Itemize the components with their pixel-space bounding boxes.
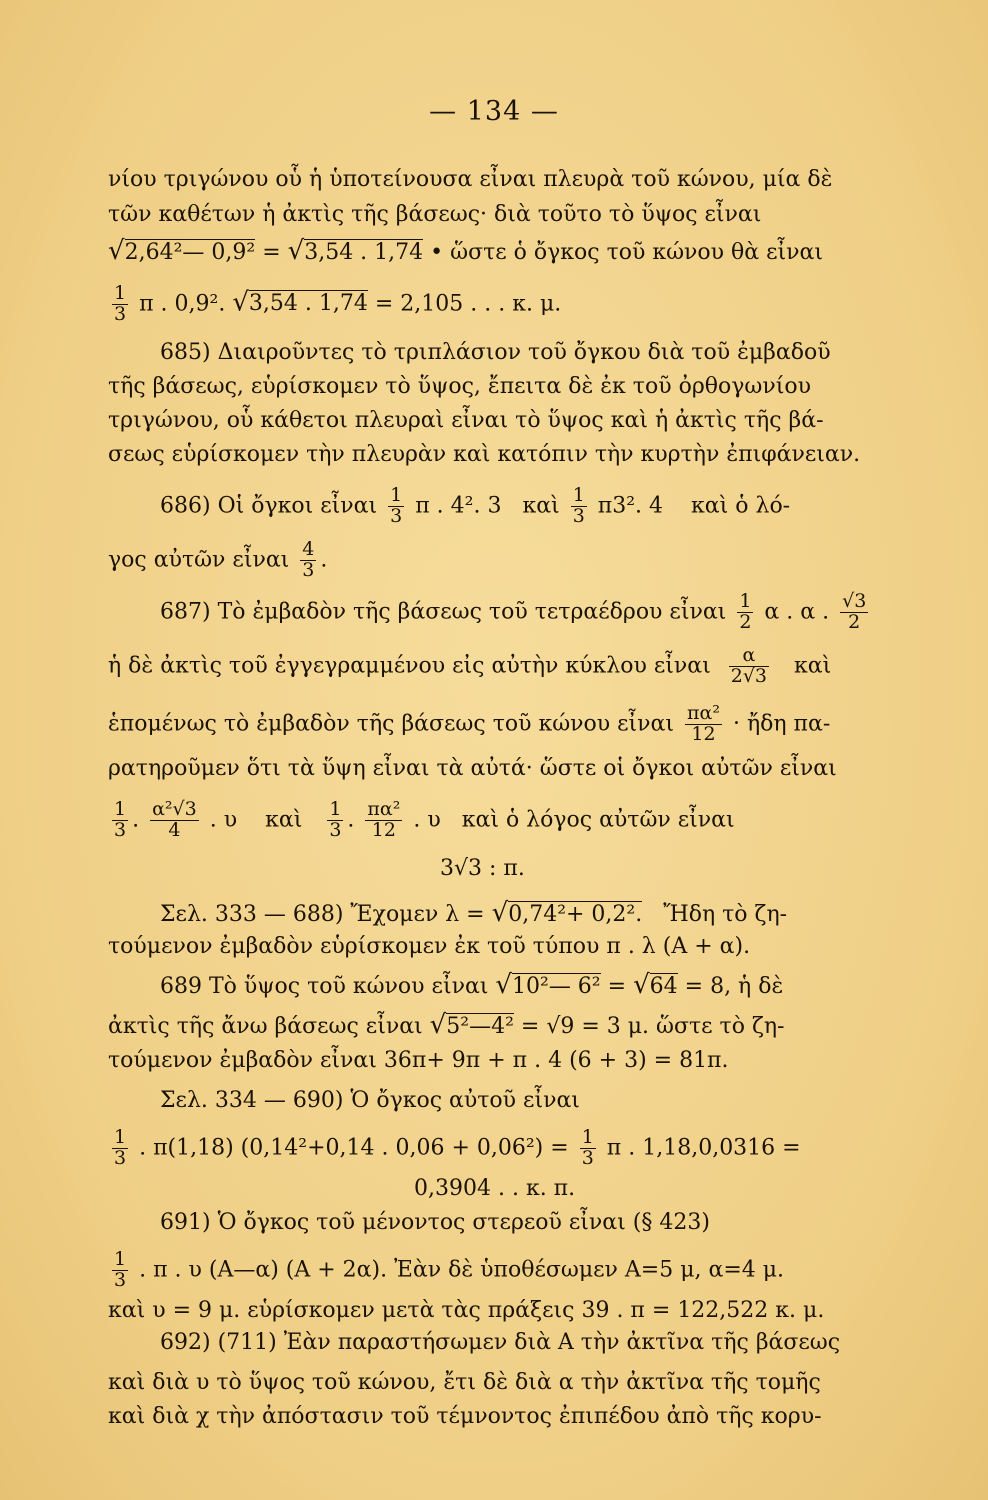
text-line: νίου τριγώνου οὗ ἡ ὑποτείνουσα εἶναι πλευρὰ τοῦ κώνου, μία δὲ [108,167,833,192]
fraction [112,284,128,325]
text-segment: . π . υ (Α—α) (Α + 2α). Ἐὰν δὲ ὑποθέσωμεν Α=5 μ, α=4 μ. [139,1257,785,1283]
formula-line [160,592,898,633]
denominator: 12 [691,722,716,745]
numerator: 4 [302,538,315,560]
text-segment: = 2,105 . . . κ. μ. [374,291,562,317]
denominator: 2 [848,610,861,633]
numerator: πα² [367,798,401,820]
numerator: 1 [114,1126,127,1148]
radicand: 5²—4² [446,1014,514,1039]
fraction [300,540,316,581]
fraction [112,1128,128,1169]
text-line: τῆς βάσεως, εὑρίσκομεν τὸ ὕψος, ἔπειτα δὲ ἐκ τοῦ ὀρθογωνίου [108,374,811,399]
text-segment: καὶ ὁ λό- [691,493,791,519]
text-segment: = √9 = 3 μ. ὥστε τὸ ζη- [520,1014,785,1039]
text-segment: . υ [413,807,441,833]
formula-line [160,898,898,930]
denominator: 3 [114,302,127,325]
numerator: 1 [581,1126,594,1148]
denominator: 4 [168,818,181,841]
text-line: Σελ. 334 — 690) Ὁ ὄγκος αὐτοῦ εἶναι [160,1088,580,1113]
formula-line [108,646,898,687]
text-line: 685) Διαιροῦντες τὸ τριπλάσιον τοῦ ὄγκου διὰ τοῦ ἐμβαδοῦ [160,340,831,365]
text-segment: π . 4². 3 [415,493,502,519]
text-segment: καὶ [794,653,832,679]
text-segment: ἑπομένως τὸ ἐμβαδὸν τῆς βάσεως τοῦ κώνου εἶναι [108,711,675,737]
sqrt-sign: √ [495,970,512,1000]
numerator: 1 [390,484,403,506]
text-line: τῶν καθέτων ἡ ἀκτὶς τῆς βάσεως· διὰ τοῦτο τὸ ὕψος εἶναι [108,202,762,227]
denominator: 2 [739,610,752,633]
formula-line [160,970,898,1002]
radicand: 0,74²+ 0,2². [508,902,643,927]
sqrt-sign: √ [491,898,509,928]
text-line: σεως εὑρίσκομεν τὴν πλευρὰν καὶ κατόπιν τὴν κυρτὴν ἐπιφάνειαν. [108,442,861,467]
text-line: 692) (711) Ἐὰν παραστήσωμεν διὰ Α τὴν ἀκτῖνα τῆς βάσεως [160,1330,841,1355]
formula-line: 3√3 : π. [440,856,525,881]
text-segment: π . 0,9². [139,291,226,317]
sqrt-sign: √ [429,1010,447,1040]
text-segment: Ἤδη τὸ ζη- [663,902,788,927]
numerator: α²√3 [152,798,197,820]
text-line: καὶ υ = 9 μ. εὑρίσκομεν μετὰ τὰς πράξεις 39 . π = 122,522 κ. μ. [108,1298,825,1323]
formula-line: 0,3904 . . κ. π. [414,1176,576,1201]
numerator: 1 [114,282,127,304]
text-segment: π3². 4 [597,493,664,519]
radicand: 64 [649,974,678,999]
fraction [365,800,402,841]
fraction [737,592,753,633]
page-number: — 134 — [429,96,559,127]
denominator: 3 [581,1146,594,1169]
text-line: 691) Ὁ ὄγκος τοῦ μένοντος στερεοῦ εἶναι (§ 423) [160,1210,710,1235]
formula-line [108,236,898,268]
formula-line [108,1250,898,1291]
text-line: τούμενον ἐμβαδὸν εὑρίσκομεν ἐκ τοῦ τύπου π . λ (Α + α). [108,934,751,959]
formula-line [108,704,898,745]
equals: = [262,240,281,265]
denominator: 12 [371,818,396,841]
numerator: α [729,646,769,667]
fraction [571,486,587,527]
text-segment: ἀκτὶς τῆς ἄνω βάσεως εἶναι [108,1014,423,1039]
text-segment: καὶ [265,807,303,833]
formula-line: γος αὐτῶν εἶναι $\frac{4}{3}$ . [108,538,328,581]
text-segment: π . 1,18,0,0316 = [606,1135,801,1161]
formula-line: $\frac{1}{3}$ . $\frac{\text{α²√3}}{4}$ . υ καὶ $\frac{1}{3}$ . $\frac{\text{πα²}}{12}$ . υ καὶ ὁ λόγος αὐτῶν εἶναι [114,798,735,841]
text-segment: . υ [209,807,238,833]
fraction [388,486,404,527]
fraction [112,800,128,841]
sqrt-sign: √ [287,236,305,266]
text-segment: = 8, ἡ δὲ [684,974,784,999]
text-line: ρατηροῦμεν ὅτι τὰ ὕψη εἶναι τὰ αὐτά· ὥστε οἱ ὄγκοι αὐτῶν εἶναι [108,756,837,781]
radicand: 2,64²— 0,9² [124,240,256,265]
fraction [685,704,722,745]
text-line: τούμενον ἐμβαδὸν εἶναι 36π+ 9π + π . 4 (6 + 3) = 81π. [108,1048,729,1073]
fraction [840,592,868,633]
equals: = [607,974,627,999]
numerator: 1 [572,484,585,506]
denominator: 2√3 [730,664,768,687]
text-segment: • ὥστε ὁ ὄγκος τοῦ κώνου θὰ εἶναι [430,240,824,265]
formula-line [160,486,898,527]
fraction [580,1128,596,1169]
radicand: 3,54 . 1,74 [304,240,424,265]
denominator: 3 [114,818,127,841]
fraction [327,800,343,841]
denominator: 3 [572,504,585,527]
text-line: τριγώνου, οὗ κάθετοι πλευραὶ εἶναι τὸ ὕψος καὶ ἡ ἀκτὶς τῆς βά- [108,408,824,433]
text-line: καὶ διὰ χ τὴν ἀπόστασιν τοῦ τέμνοντος ἐπιπέδου ἀπὸ τῆς κορυ- [108,1404,822,1429]
text-line: καὶ διὰ υ τὸ ὕψος τοῦ κώνου, ἔτι δὲ διὰ α τὴν ἀκτῖνα τῆς τομῆς [108,1370,821,1395]
denominator: 3 [114,1268,127,1291]
denominator: 3 [302,558,315,581]
sqrt-sign: √ [232,287,249,318]
formula-line [108,1010,898,1042]
text-segment: α . α . [764,599,830,625]
text-segment: Σελ. 333 — 688) Ἔχομεν λ = [160,902,485,927]
text-segment: 686) Οἱ ὄγκοι εἶναι [160,493,378,519]
numerator: 1 [114,798,127,820]
text-segment: γος αὐτῶν εἶναι [108,547,290,573]
fraction [729,646,769,687]
numerator: 1 [329,798,342,820]
formula-line [108,1128,898,1169]
text-segment: καὶ [522,493,560,519]
numerator: πα² [687,702,720,724]
sqrt-sign: √ [108,236,125,266]
radicand: 10²— 6² [512,974,601,999]
fraction [112,1250,128,1291]
denominator: 3 [114,1146,127,1169]
text-segment: 687) Τὸ ἐμβαδὸν τῆς βάσεως τοῦ τετραέδρου εἶναι [160,599,727,625]
denominator: 3 [329,818,342,841]
denominator: 3 [390,504,403,527]
sqrt-sign: √ [633,970,650,1000]
numerator: √3 [842,590,867,612]
text-segment: 689 Τὸ ὕψος τοῦ κώνου εἶναι [160,974,489,999]
numerator: 1 [114,1248,127,1270]
text-segment: . π(1,18) (0,14²+0,14 . 0,06 + 0,06²) = [139,1135,569,1161]
text-segment: ἡ δὲ ἀκτὶς τοῦ ἐγγεγραμμένου εἰς αὐτὴν κύκλου εἶναι [108,653,711,679]
numerator: 1 [739,590,752,612]
text-segment: καὶ ὁ λόγος αὐτῶν εἶναι [461,807,735,833]
formula-line [108,284,898,325]
text-segment: · ἤδη πα- [732,711,831,737]
radicand: 3,54 . 1,74 [248,291,368,317]
fraction [150,800,199,841]
